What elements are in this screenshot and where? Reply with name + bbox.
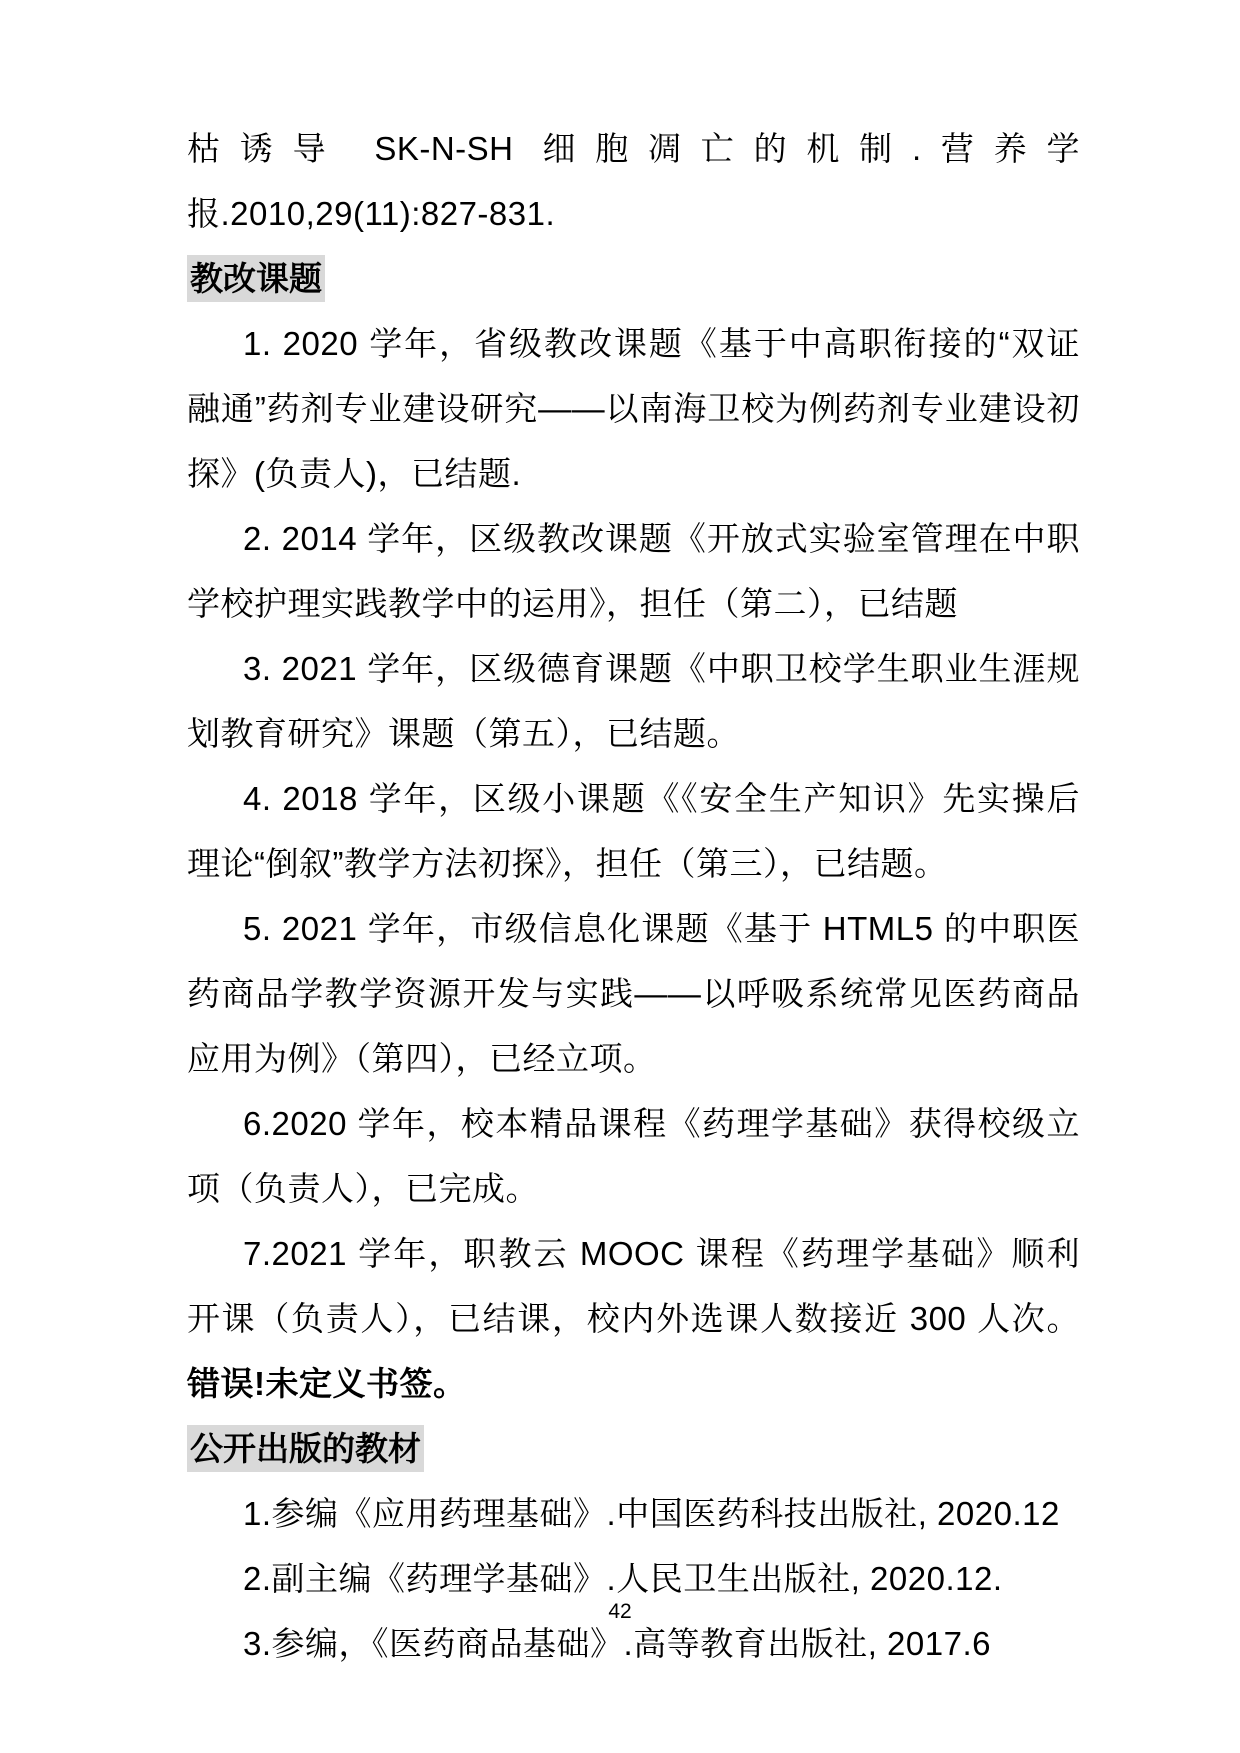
textbook-item-1: 1.参编《应用药理基础》.中国医药科技出版社, 2020.12 bbox=[243, 1495, 1060, 1532]
project-item-7 bbox=[187, 1221, 1080, 1416]
textbook-item-2: 2.副主编《药理学基础》.人民卫生出版社, 2020.12. bbox=[243, 1560, 1003, 1597]
document-body bbox=[187, 116, 1080, 1676]
project-item-3: 3. 2021 学年，区级德育课题《中职卫校学生职业生涯规划教育研究》课题（第五），已结题。 bbox=[187, 650, 1080, 752]
heading-highlight: 公开出版的教材 bbox=[187, 1425, 424, 1472]
project-item-7-text: 7.2021 学年，职教云 MOOC 课程《药理学基础》顺利开课（负责人），已结课，校内外选课人数接近 300 人次。 bbox=[187, 1235, 1080, 1337]
page-number: 42 bbox=[608, 1600, 632, 1623]
project-item-1: 1. 2020 学年，省级教改课题《基于中高职衔接的“双证融通”药剂专业建设研究——以南海卫校为例药剂专业建设初探》(负责人)，已结题. bbox=[187, 325, 1080, 492]
heading-highlight: 教改课题 bbox=[187, 255, 325, 302]
project-item-2: 2. 2014 学年，区级教改课题《开放式实验室管理在中职学校护理实践教学中的运用》，担任（第二），已结题 bbox=[187, 520, 1080, 622]
textbook-item-3: 3.参编，《医药商品基础》.高等教育出版社, 2017.6 bbox=[243, 1625, 991, 1662]
section-heading-teaching-reform bbox=[187, 246, 1080, 311]
section-heading-published-textbooks bbox=[187, 1416, 1080, 1481]
project-item-4: 4. 2018 学年，区级小课题《《安全生产知识》先实操后理论“倒叙”教学方法初探》，担任（第三），已结题。 bbox=[187, 780, 1080, 882]
project-item-5: 5. 2021 学年，市级信息化课题《基于 HTML5 的中职医药商品学教学资源开发与实践——以呼吸系统常见医药商品应用为例》（第四），已经立项。 bbox=[187, 910, 1080, 1077]
project-item-6: 6.2020 学年，校本精品课程《药理学基础》获得校级立项（负责人），已完成。 bbox=[187, 1105, 1080, 1207]
reference-line: 枯诱导 SK-N-SH 细胞凋亡的机制.营养学报.2010,29(11):827-831. bbox=[187, 130, 1080, 232]
error-bookmark-label: 错误!未定义书签。 bbox=[187, 1365, 467, 1402]
